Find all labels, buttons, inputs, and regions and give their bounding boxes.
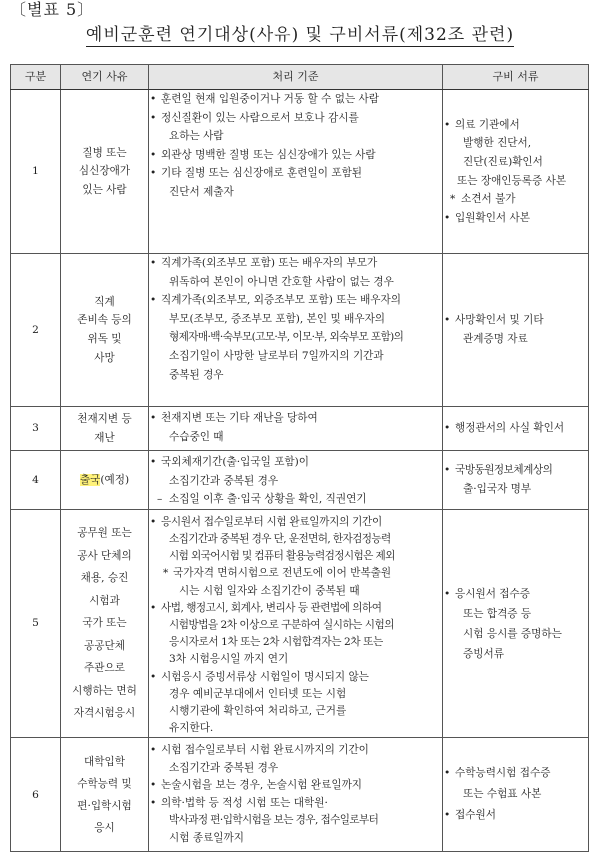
table-row xyxy=(11,738,589,852)
row-reason xyxy=(61,509,149,738)
document-title-text: 예비군훈련 연기대상(사유) 및 구비서류(제32조 관련) xyxy=(85,25,515,45)
table-row xyxy=(11,90,589,254)
document-item: • 국방동원정보체계상의 xyxy=(443,461,588,480)
reason-line: 재난 xyxy=(94,431,115,444)
table-header-row xyxy=(11,65,589,90)
criteria-item-cont: 수습중인 때 xyxy=(169,430,224,443)
reason-line: 직계 xyxy=(94,295,115,308)
reason-line: 응시 xyxy=(94,821,115,834)
criteria-item: • 국외체재기간(출·입국일 포함)이 xyxy=(149,453,442,472)
row-criteria xyxy=(149,738,443,852)
reason-line: 채용, 승진 xyxy=(80,572,129,585)
reason-line: 공무원 또는 xyxy=(77,527,132,540)
table-row xyxy=(11,407,589,451)
criteria-item-cont: 부모(조부모, 증조부모 포함), 본인 및 배우자의 xyxy=(169,312,386,325)
reason-line: 공공단체 xyxy=(84,639,125,652)
table-row xyxy=(11,509,589,738)
criteria-item: • 직계가족(외조부모 포함) 또는 배우자의 부모가 xyxy=(149,254,442,273)
criteria-item: • 직계가족(외조부모, 외증조부모 포함) 또는 배우자의 xyxy=(149,291,442,310)
criteria-item-cont: 소집기간과 중복된 경우 xyxy=(169,761,279,774)
reason-line: 자격시험응시 xyxy=(73,707,136,720)
criteria-item: • 응시원서 접수일로부터 시험 완료일까지의 기간이 xyxy=(149,514,442,531)
row-documents xyxy=(443,254,589,407)
row-criteria xyxy=(149,90,443,254)
document-item: • 수학능력시험 접수증 xyxy=(443,763,588,784)
criteria-item: • 외관상 명백한 질병 또는 심신장애가 있는 사람 xyxy=(149,146,442,165)
criteria-item-cont: 3차 시험응시일 까지 연기 xyxy=(169,653,289,666)
reason-line: 있는 사람 xyxy=(82,183,127,196)
row-criteria xyxy=(149,509,443,738)
row-number: 4 xyxy=(11,451,61,510)
row-documents xyxy=(443,90,589,254)
document-item-cont: 증빙서류 xyxy=(463,647,504,660)
document-item-cont: 또는 합격증 등 xyxy=(463,607,532,620)
reason-line: 편·입학시험 xyxy=(77,799,132,812)
criteria-item-cont: 소집기간과 중복된 경우 단, 운전면허, 한자검정능력 xyxy=(169,532,391,545)
table-row xyxy=(11,254,589,407)
document-item-cont: 출·입국자 명부 xyxy=(463,482,532,495)
document-item: • 행정관서의 사실 확인서 xyxy=(443,419,588,438)
criteria-item-cont: 소집기일이 사망한 날로부터 7일까지의 기간과 xyxy=(169,349,384,362)
row-documents xyxy=(443,451,589,510)
criteria-item: • 의학·법학 등 적성 시험 또는 대학원· xyxy=(149,795,442,813)
reason-highlight: 출국 xyxy=(79,473,101,486)
appendix-tag: 〔별표 5〕 xyxy=(10,0,95,19)
criteria-item-cont: 박사과정 편·입학시험을 보는 경우, 접수일로부터 xyxy=(169,814,379,827)
row-number: 3 xyxy=(11,407,61,451)
reason-line: 존비속 등의 xyxy=(77,314,132,327)
reason-line: 사망 xyxy=(94,351,115,364)
reason-line: 국가 또는 xyxy=(82,617,127,630)
reason-line: 대학입학 xyxy=(84,755,125,768)
criteria-item: • 천재지변 또는 기타 재난을 당하여 xyxy=(149,409,442,428)
reason-line: 주관으로 xyxy=(84,662,125,675)
header-criteria: 처리 기준 xyxy=(149,65,443,90)
document-item: • 의료 기관에서 xyxy=(443,116,588,135)
document-item-cont: 시험 응시를 증명하는 xyxy=(463,627,562,640)
criteria-subnote: – 소집일 이후 출·입국 상황을 확인, 직권연기 xyxy=(149,490,442,509)
criteria-item-cont: 시험 외국어시험 및 컴퓨터 활용능력검정시험은 제외 xyxy=(169,550,395,563)
document-note: * 소견서 불가 xyxy=(443,190,588,209)
reason-line: 시험과 xyxy=(89,594,120,607)
row-criteria xyxy=(149,451,443,510)
reason-suffix: (예정) xyxy=(100,473,130,486)
criteria-item-cont: 시행기관에 확인하여 처리하고, 근거를 xyxy=(169,705,347,718)
row-documents xyxy=(443,738,589,852)
document-item: • 사망확인서 및 기타 xyxy=(443,311,588,330)
criteria-item: • 시험 접수일로부터 시험 완료시까지의 기간이 xyxy=(149,742,442,760)
criteria-item: • 훈련일 현재 입원중이거나 거동 할 수 없는 사람 xyxy=(149,90,442,109)
reason-line: 공사 단체의 xyxy=(77,549,132,562)
row-criteria xyxy=(149,254,443,407)
criteria-item-cont: 응시자로서 1차 또는 2차 시험합격자는 2차 또는 xyxy=(169,636,383,649)
criteria-item-cont: 유지한다. xyxy=(169,722,214,735)
document-item-cont: 또는 수험표 사본 xyxy=(463,788,542,801)
row-number: 1 xyxy=(11,90,61,254)
document-item: • 응시원서 접수증 xyxy=(443,584,588,604)
criteria-note: * 국가자격 면허시험으로 전년도에 이어 반복출원 xyxy=(149,565,442,582)
row-reason xyxy=(61,407,149,451)
reason-line: 천재지변 등 xyxy=(77,412,132,425)
header-reason: 연기 사유 xyxy=(61,65,149,90)
reason-line: 질병 또는 xyxy=(82,146,127,159)
criteria-item-cont: 형제자매·백·숙부모(고모·부, 이모·부, 외숙부모 포함)의 xyxy=(169,331,404,344)
row-reason xyxy=(61,90,149,254)
reason-line: 심신장애가 xyxy=(78,165,131,178)
row-reason xyxy=(61,738,149,852)
criteria-item: • 기타 질병 또는 심신장애로 훈련일이 포함된 xyxy=(149,164,442,183)
criteria-note-cont: 시는 시험 일자와 소집기간이 중복된 때 xyxy=(179,584,360,597)
criteria-item: • 논술시험을 보는 경우, 논술시험 완료일까지 xyxy=(149,777,442,795)
document-item-cont: 관계증명 자료 xyxy=(463,333,528,345)
document-item: • 접수원서 xyxy=(443,805,588,826)
reason-line: 위독 및 xyxy=(87,333,122,345)
criteria-item-cont: 시험 종료일까지 xyxy=(169,831,245,844)
criteria-item-cont: 소집기간과 중복된 경우 xyxy=(169,474,279,487)
criteria-item-cont: 진단서 제출자 xyxy=(169,185,234,198)
row-reason xyxy=(61,451,149,510)
header-documents: 구비 서류 xyxy=(443,65,589,90)
document-item-cont: 발행한 진단서, xyxy=(463,137,532,150)
row-number: 5 xyxy=(11,509,61,738)
criteria-item-cont: 중복된 경우 xyxy=(169,368,224,381)
criteria-item: • 사법, 행정고시, 회계사, 변리사 등 관련법에 의하여 xyxy=(149,600,442,617)
document-title xyxy=(0,24,600,46)
row-documents xyxy=(443,407,589,451)
row-criteria xyxy=(149,407,443,451)
document-item-cont: 진단(진료)확인서 xyxy=(463,155,543,168)
reason-line: 시행하는 면허 xyxy=(72,684,137,697)
table-row xyxy=(11,451,589,510)
row-documents xyxy=(443,509,589,738)
reason-line: 수학능력 및 xyxy=(77,777,132,790)
row-reason xyxy=(61,254,149,407)
row-number: 2 xyxy=(11,254,61,407)
header-category: 구분 xyxy=(11,65,61,90)
criteria-item-cont: 시험방법을 2차 이상으로 구분하여 실시하는 시험의 xyxy=(169,619,394,631)
criteria-item-cont: 요하는 사람 xyxy=(169,130,224,143)
document-item: • 입원확인서 사본 xyxy=(443,209,588,228)
criteria-item: • 시험응시 증빙서류상 시험일이 명시되지 않는 xyxy=(149,669,442,686)
row-number: 6 xyxy=(11,738,61,852)
criteria-item-cont: 위독하여 본인이 아니면 간호할 사람이 없는 경우 xyxy=(169,275,394,288)
deferral-table xyxy=(10,64,589,852)
criteria-item: • 정신질환이 있는 사람으로서 보호나 감시를 xyxy=(149,109,442,128)
criteria-item-cont: 경우 예비군부대에서 인터넷 또는 시험 xyxy=(169,687,347,700)
document-item-cont: 또는 장애인등록증 사본 xyxy=(457,174,567,187)
